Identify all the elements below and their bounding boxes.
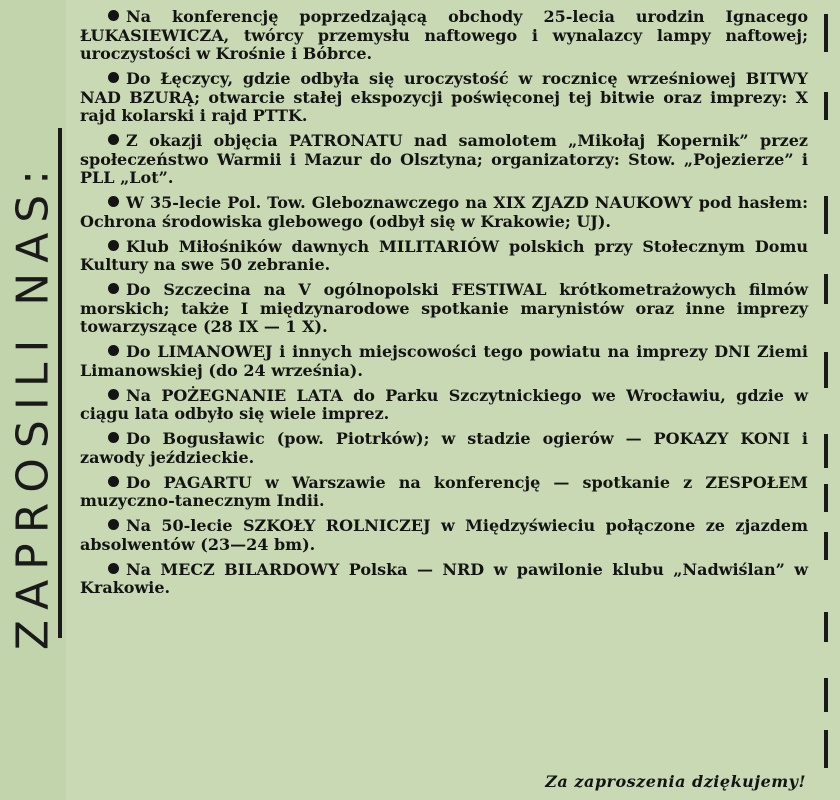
item-text: Na MECZ BILARDOWY Polska — NRD w pawilonie klubu „Nadwiślan” w Krakowie. xyxy=(80,559,808,598)
bullet-icon xyxy=(108,240,119,251)
list-item xyxy=(80,281,808,337)
item-text: Na POŻEGNANIE LATA do Parku Szczytnickiego we Wrocławiu, gdzie w ciągu lata odbyło się wiele imprez. xyxy=(80,385,808,424)
bullet-icon xyxy=(108,476,119,487)
item-text: Klub Miłośników dawnych MILITARIÓW polskich przy Stołecznym Domu Kultury na swe 50 zebranie. xyxy=(80,236,808,275)
margin-bar xyxy=(824,612,828,642)
list-item xyxy=(80,343,808,380)
item-text: Do Szczecina na V ogólnopolski FESTIWAL krótkometrażowych filmów morskich; także I międzynarodowe spotkanie marynistów oraz inne imprezy towarzyszące (28 IX — 1 X). xyxy=(80,280,808,337)
bullet-icon xyxy=(108,134,119,145)
sidebar-rule xyxy=(58,128,62,638)
item-text: Do PAGARTU w Warszawie na konferencję — spotkanie z ZESPOŁEM muzyczno-tanecznym Indii. xyxy=(80,472,808,511)
bullet-icon xyxy=(108,432,119,443)
bullet-icon xyxy=(108,519,119,530)
margin-bar xyxy=(824,434,828,468)
bullet-icon xyxy=(108,563,119,574)
bullet-icon xyxy=(108,196,119,207)
sidebar-title: ZAPROSILI NAS: xyxy=(7,159,59,651)
item-text: Do Bogusławic (pow. Piotrków); w stadzie ogierów — POKAZY KONI i zawody jeździeckie. xyxy=(80,429,808,467)
bullet-icon xyxy=(108,283,119,294)
item-text: Na konferencję poprzedzającą obchody 25-lecia urodzin Ignacego ŁUKASIEWICZA, twórcy przemysłu naftowego i wynalazcy lampy naftowej; uroczystości w Krośnie i Bóbrce. xyxy=(80,7,808,64)
item-text: Do LIMANOWEJ i innych miejscowości tego powiatu na imprezy DNI Ziemi Limanowskiej (do 24 września). xyxy=(80,342,808,380)
invitations-list xyxy=(80,8,808,604)
margin-bar xyxy=(824,678,828,712)
list-item xyxy=(80,70,808,126)
margin-bar xyxy=(824,92,828,120)
list-item xyxy=(80,8,808,64)
bullet-icon xyxy=(108,10,119,21)
margin-bar xyxy=(824,196,828,234)
bullet-icon xyxy=(108,72,119,83)
margin-bar xyxy=(824,274,828,304)
bullet-icon xyxy=(108,345,119,356)
list-item xyxy=(80,132,808,188)
item-text: Z okazji objęcia PATRONATU nad samolotem „Mikołaj Kopernik” przez społeczeństwo Warmii i Mazur do Olsztyna; organizatorzy: Stow. „Pojezierze” i PLL „Lot”. xyxy=(80,131,808,188)
margin-bar xyxy=(824,532,828,560)
list-item xyxy=(80,387,808,424)
list-item xyxy=(80,238,808,275)
sidebar xyxy=(0,0,66,800)
list-item xyxy=(80,430,808,467)
item-text: W 35-lecie Pol. Tow. Gleboznawczego na XIX ZJAZD NAUKOWY pod hasłem: Ochrona środowiska glebowego (odbył się w Krakowie; UJ). xyxy=(80,193,808,231)
thanks-note: Za zaproszenia dziękujemy! xyxy=(545,772,806,791)
list-item xyxy=(80,474,808,511)
list-item xyxy=(80,517,808,554)
margin-bar xyxy=(824,352,828,388)
margin-bar xyxy=(824,484,828,512)
bullet-icon xyxy=(108,389,119,400)
margin-bar xyxy=(824,14,828,52)
item-text: Do Łęczycy, gdzie odbyła się uroczystość w rocznicę wrześniowej BITWY NAD BZURĄ; otwarcie stałej ekspozycji poświęconej tej bitwie oraz imprezy: X rajd kolarski i rajd PTTK. xyxy=(80,69,808,126)
list-item xyxy=(80,194,808,231)
list-item xyxy=(80,561,808,598)
margin-bar xyxy=(824,730,828,768)
item-text: Na 50-lecie SZKOŁY ROLNICZEJ w Międzyświeciu połączone ze zjazdem absolwentów (23—24 bm). xyxy=(80,516,808,554)
